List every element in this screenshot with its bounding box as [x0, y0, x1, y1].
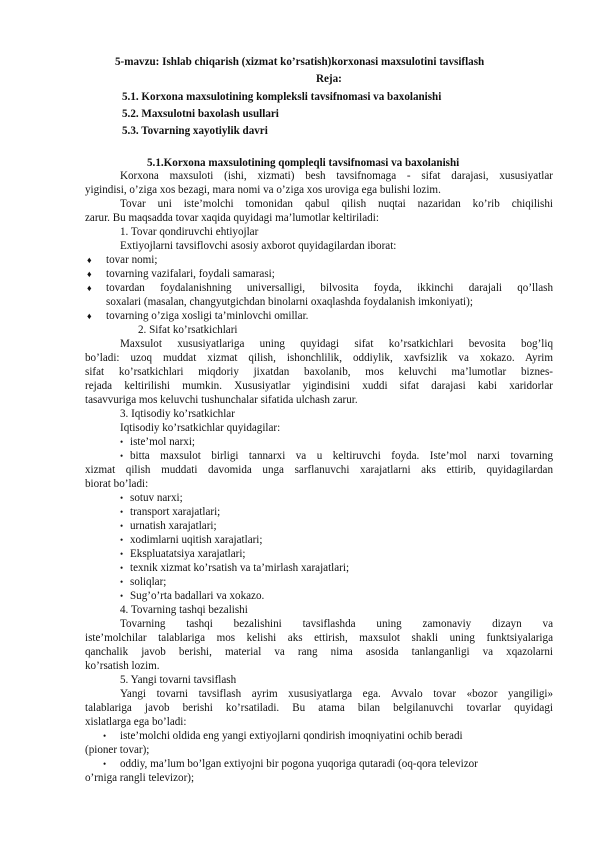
dot-bullet-icon: •: [120, 507, 124, 517]
list-item-continuation: soxalari (masalan, changyutgichdan binolarni oxaqlashda foydalanish imkoniyati);: [106, 296, 473, 308]
plan-item: 5.2. Maxsulotni baxolash usullari: [122, 108, 279, 120]
list-item: Ekspluatatsiya xarajatlari;: [130, 548, 246, 560]
dot-bullet-icon: •: [120, 591, 124, 601]
plan-item: 5.1. Korxona maxsulotining kompleksli tavsifnomasi va baxolanishi: [122, 91, 442, 103]
list-item: texnik xizmat ko’rsatish va ta’mirlash xarajatlari;: [130, 562, 350, 574]
paragraph-line: Tovar uni iste’molchi tomonidan qabul qilish nuqtai nazaridan ko’rib chiqilishi: [120, 198, 553, 210]
dot-bullet-icon: •: [120, 437, 124, 447]
paragraph-line: talablariga javob berishi ko’rsatiladi. Bu atama bilan belgilanuvchi tovarlar quyidagi: [85, 702, 553, 714]
dot-bullet-icon: •: [120, 521, 124, 531]
subheading: 3. Iqtisodiy ko’rsatkichlar: [120, 408, 235, 420]
diamond-bullet-icon: ♦: [87, 283, 92, 293]
list-item: transport xarajatlari;: [130, 506, 221, 518]
list-item-continuation: xizmat qilish muddati davomida unga sarflanuvchi xarajatlarni aks ettirib, quyidagilardan: [85, 464, 553, 476]
list-item: iste’mol narxi;: [130, 436, 196, 448]
dot-bullet-icon: •: [120, 493, 124, 503]
paragraph-line: Yangi tovarni tavsiflash ayrim xususiyatlarga ega. Avvalo tovar «bozor yangiligi»: [120, 688, 553, 700]
dot-bullet-icon: •: [103, 759, 107, 769]
diamond-bullet-icon: ♦: [87, 311, 92, 321]
list-item: urnatish xarajatlari;: [130, 520, 217, 532]
subheading: 1. Tovar qondiruvchi ehtiyojlar: [120, 226, 259, 238]
paragraph-line: iste’molchilar talablariga mos kelishi aks ettirish, maxsulot shakli uning funktsiyalariga: [85, 632, 553, 644]
paragraph-line: Extiyojlarni tavsiflovchi asosiy axborot quyidagilardan iborat:: [120, 240, 397, 252]
paragraph-line: zarur. Bu maqsadda tovar xaqida quyidagi ma’lumotlar keltiriladi:: [85, 212, 379, 224]
dot-bullet-icon: •: [120, 577, 124, 587]
list-item-continuation: (pioner tovar);: [85, 744, 150, 756]
paragraph-line: xislatlarga ega bo’ladi:: [85, 716, 187, 728]
dot-bullet-icon: •: [103, 731, 107, 741]
paragraph-line: bo’ladi: uzoq muddat xizmat qilish, ishonchlilik, oddiylik, xavfsizlik va xokazo. Ayrim: [85, 352, 553, 364]
topic-title: 5-mavzu: Ishlab chiqarish (xizmat ko’rsatish)korxonasi maxsulotini tavsiflash: [115, 56, 485, 68]
dot-bullet-icon: •: [120, 563, 124, 573]
list-item: xodimlarni uqitish xarajatlari;: [130, 534, 263, 546]
plan-heading: Reja:: [316, 73, 342, 85]
list-item: tovar nomi;: [106, 254, 158, 266]
list-item-continuation: biorat bo’ladi:: [85, 478, 149, 490]
list-item-continuation: o’rniga rangli televizor);: [85, 772, 195, 784]
subheading: 5. Yangi tovarni tavsiflash: [120, 674, 237, 686]
paragraph-line: tasavvuriga mos keluvchi tushunchalar sifatida ulchash zarur.: [85, 394, 358, 406]
section-title: 5.1.Korxona maxsulotining qompleqli tavsifnomasi va baxolanishi: [147, 157, 460, 169]
paragraph-line: sifat ko’rsatkichlari miqdoriy jixatdan baxolanib, mos keluvchi ma’lumotlar biznes-: [85, 366, 553, 378]
list-item: tovarning o’ziga xosligi ta’minlovchi omillar.: [106, 310, 309, 322]
diamond-bullet-icon: ♦: [87, 255, 92, 265]
subheading: 4. Tovarning tashqi bezalishi: [120, 604, 248, 616]
paragraph-line: rejada keltirilishi mumkin. Xususiyatlar yigindisini xuddi sifat darajasi kabi xaridorlar: [85, 380, 553, 392]
dot-bullet-icon: •: [120, 451, 124, 461]
list-item: soliqlar;: [130, 576, 167, 588]
paragraph-line: Iqtisodiy ko’rsatkichlar quyidagilar:: [120, 422, 281, 434]
diamond-bullet-icon: ♦: [87, 269, 92, 279]
dot-bullet-icon: •: [120, 535, 124, 545]
list-item: oddiy, ma’lum bo’lgan extiyojni bir pogona yuqoriga qutaradi (oq-qora televizor: [120, 758, 478, 770]
paragraph-line: qanchalik javob berishi, material va rang nima asosida tanlanganligi va xqazolarni: [85, 646, 553, 658]
subheading: 2. Sifat ko’rsatkichlari: [138, 324, 238, 336]
dot-bullet-icon: •: [120, 549, 124, 559]
list-item: bitta maxsulot birligi tannarxi va u keltiruvchi foyda. Iste’mol narxi tovarning: [130, 450, 553, 462]
list-item: iste’molchi oldida eng yangi extiyojlarni qondirish imoqniyatini ochib beradi: [120, 730, 463, 742]
list-item: Sug’o’rta badallari va xokazo.: [130, 590, 265, 602]
list-item: sotuv narxi;: [130, 492, 183, 504]
list-item: tovarning vazifalari, foydali samarasi;: [106, 268, 275, 280]
list-item: tovardan foydalanishning universalligi, bilvosita foyda, ikkinchi darajali qo’llash: [106, 282, 553, 294]
paragraph-line: Korxona maxsuloti (ishi, xizmati) besh tavsifnomaga - sifat darajasi, xususiyatlar: [120, 170, 553, 182]
paragraph-line: yigindisi, o’ziga xos bezagi, mara nomi va o’ziga xos uroviga ega bulishi lozim.: [85, 184, 441, 196]
paragraph-line: Tovarning tashqi bezalishini tavsiflashda uning zamonaviy dizayn va: [120, 618, 553, 630]
paragraph-line: ko’rsatish lozim.: [85, 660, 160, 672]
paragraph-line: Maxsulot xususiyatlariga uning quyidagi sifat ko’rsatkichlari bevosita bog’liq: [120, 338, 553, 350]
plan-item: 5.3. Tovarning xayotiylik davri: [122, 125, 268, 137]
